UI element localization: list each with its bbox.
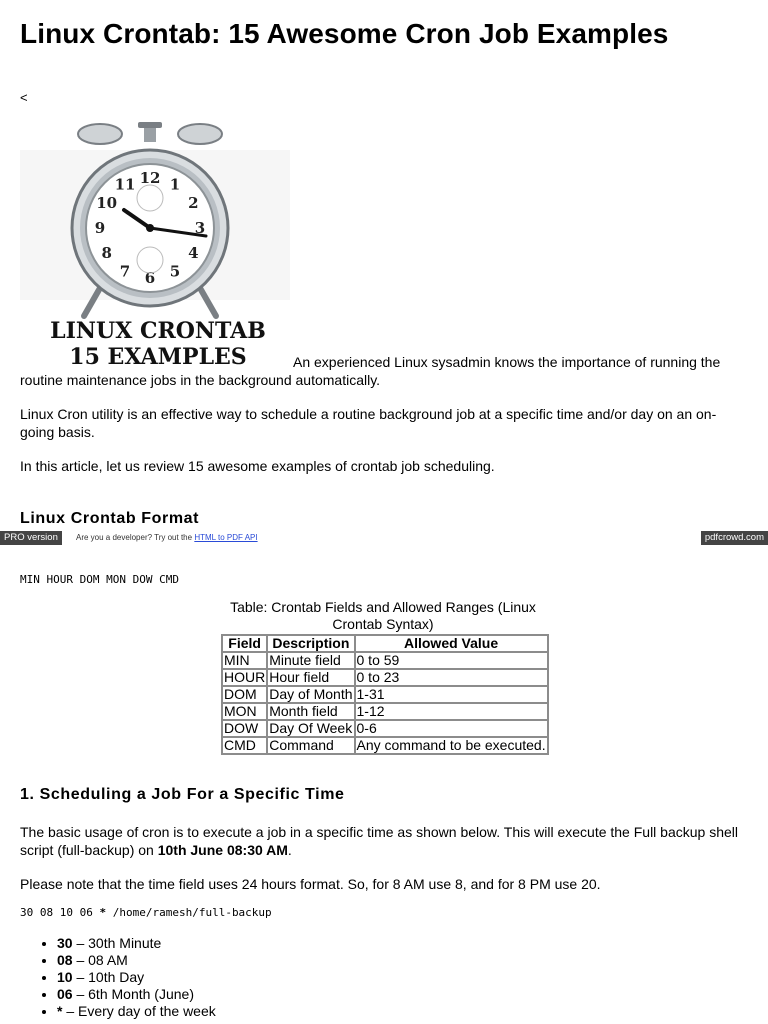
intro-line-2: routine maintenance jobs in the background automatically. (20, 372, 381, 388)
table-cell: MIN (222, 652, 267, 669)
lt-marker: < (20, 90, 28, 105)
table-cell: Command (267, 737, 354, 754)
dial-number: 8 (101, 244, 112, 262)
intro-line-1: An experienced Linux sysadmin knows the importance of running the (293, 354, 721, 370)
pdfcrowd-brand[interactable]: pdfcrowd.com (701, 531, 768, 545)
intro-paragraph-3: In this article, let us review 15 awesome examples of crontab job scheduling. (20, 458, 495, 474)
dial-number: 4 (188, 244, 199, 262)
pro-version-badge[interactable]: PRO version (0, 531, 62, 545)
list-item-text: – 08 AM (72, 952, 128, 968)
list-item-text: – 10th Day (72, 969, 145, 985)
table-cell: 1-31 (355, 686, 548, 703)
dial-number: 9 (94, 219, 106, 237)
hero-alarm-clock-image (20, 120, 290, 372)
section1-code (20, 906, 272, 919)
table-cell: 0 to 59 (355, 652, 548, 669)
page-title: Linux Crontab: 15 Awesome Cron Job Examples (20, 18, 669, 49)
code-fields: 30 08 10 06 (20, 906, 100, 919)
dial-number: 11 (114, 175, 136, 194)
table-caption: Table: Crontab Fields and Allowed Ranges (Linux Crontab Syntax) (230, 599, 536, 632)
table-cell: MON (222, 703, 267, 720)
table-header-cell: Field (222, 635, 267, 652)
table-cell: Hour field (267, 669, 354, 686)
field-explanation-list (20, 935, 216, 1020)
table-row (222, 669, 548, 686)
html-to-pdf-api-link[interactable]: HTML to PDF API (194, 533, 258, 542)
list-item (57, 969, 216, 986)
table-cell: Minute field (267, 652, 354, 669)
table-cell: CMD (222, 737, 267, 754)
pro-banner-prefix: Are you a developer? Try out the (76, 533, 193, 542)
table-row (222, 737, 548, 754)
dial-number: 7 (119, 262, 131, 281)
section-heading-1: 1. Scheduling a Job For a Specific Time (20, 786, 345, 803)
table-cell: DOM (222, 686, 267, 703)
hero-caption-line1: LINUX CRONTAB (50, 318, 266, 344)
dial-number: 2 (188, 194, 199, 212)
list-item-value: * (57, 1003, 63, 1019)
hero-caption-line2: 15 EXAMPLES (69, 344, 247, 370)
table-cell: Any command to be executed. (356, 737, 546, 753)
section1-paragraph-2: Please note that the time field uses 24 hours format. So, for 8 AM use 8, and for 8 PM use 20. (20, 876, 601, 892)
table-header-cell: Allowed Value (355, 635, 548, 652)
table-cell: 0 to 23 (355, 669, 548, 686)
table-row (222, 686, 548, 703)
table-cell: HOUR (224, 669, 266, 685)
table-cell: 1-12 (355, 703, 548, 720)
list-item (57, 935, 216, 952)
table-cell: 0-6 (355, 720, 548, 737)
section-heading-format: Linux Crontab Format (20, 510, 200, 527)
list-item-text: – 6th Month (June) (72, 986, 194, 1002)
table-header-cell: Description (267, 635, 354, 652)
code-star: * (99, 906, 107, 919)
table-row (222, 652, 548, 669)
code-command: /home/ramesh/full-backup (106, 906, 272, 919)
crontab-syntax-code: MIN HOUR DOM MON DOW CMD (20, 573, 179, 586)
list-item (57, 986, 216, 1003)
list-item-value: 06 (57, 986, 73, 1002)
table-cell: Month field (267, 703, 354, 720)
dial-number: 10 (96, 194, 118, 212)
intro-paragraph-2: Linux Cron utility is an effective way to schedule a routine background job at a specific time and/or day on an on-going basis. (20, 406, 717, 440)
section1-paragraph-1 (20, 823, 748, 859)
list-item-text: – Every day of the week (62, 1003, 216, 1019)
list-item (57, 1003, 216, 1020)
list-item-value: 10 (57, 969, 73, 985)
list-item-value: 08 (57, 952, 73, 968)
list-item-value: 30 (57, 935, 73, 951)
dial-number: 3 (194, 219, 206, 237)
dial-number: 5 (169, 262, 181, 281)
pdfcrowd-banner (0, 531, 768, 545)
para1-bold-date: 10th June 08:30 AM (157, 842, 288, 858)
table-header-row (222, 635, 548, 652)
table-cell: Day of Month (269, 686, 353, 702)
table-row (222, 720, 548, 737)
para1-suffix: . (287, 842, 292, 858)
para1-text: The basic usage of cron is to execute a job in a specific time as shown below. This will execute the Full backup shell script (full-backup) on (20, 824, 739, 858)
table-cell: DOW (222, 720, 267, 737)
crontab-fields-table (221, 634, 549, 755)
list-item-text: – 30th Minute (72, 935, 162, 951)
table-cell: Day Of Week (267, 720, 354, 737)
dial-number: 12 (139, 169, 161, 187)
table-row (222, 703, 548, 720)
dial-number: 6 (144, 269, 156, 287)
dial-number: 1 (169, 175, 181, 194)
list-item (57, 952, 216, 969)
pro-banner-text (76, 531, 258, 545)
